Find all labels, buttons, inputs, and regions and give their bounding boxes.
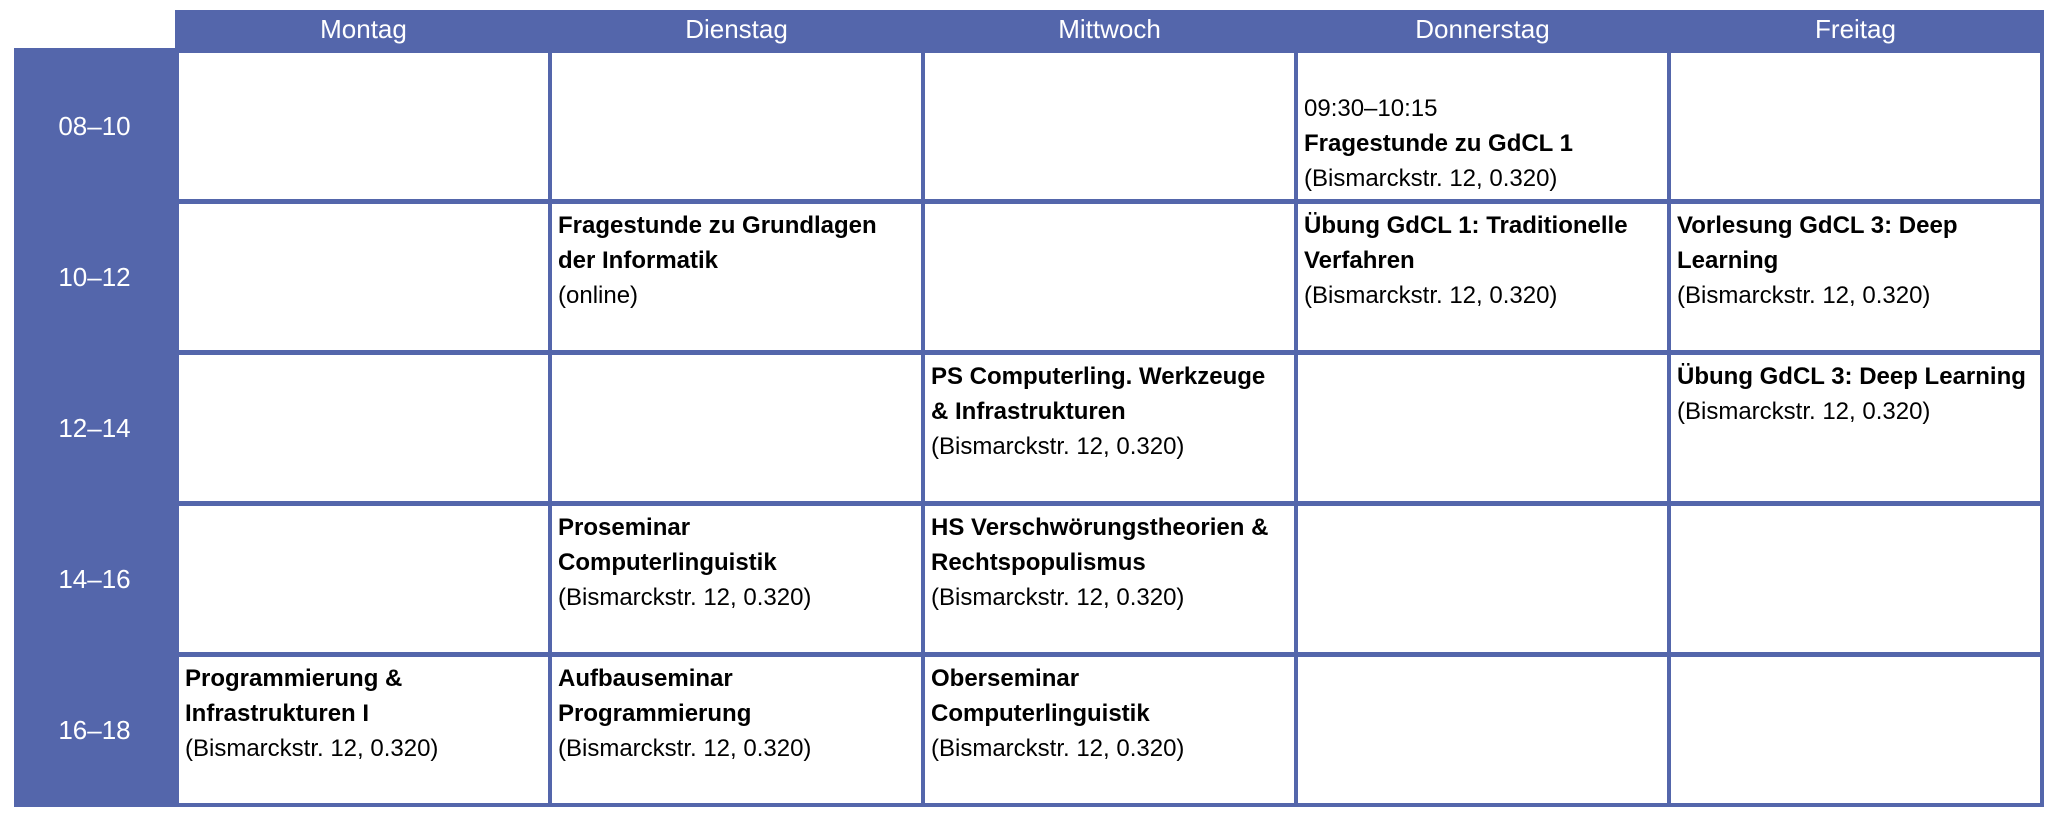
event-title: Aufbauseminar Programmierung: [558, 665, 752, 727]
event-room: (Bismarckstr. 12, 0.320): [1677, 398, 1931, 425]
corner-cell: [0, 0, 175, 48]
event-title: Fragestunde zu GdCL 1: [1304, 130, 1573, 157]
event-room: (Bismarckstr. 12, 0.320): [1304, 165, 1558, 192]
event-room: (Bismarckstr. 12, 0.320): [931, 433, 1185, 460]
schedule-cell: [1298, 204, 1667, 350]
schedule-cell: [1298, 53, 1667, 199]
event-title: Programmierung & Infrastrukturen I: [185, 665, 403, 727]
time-slot-label: 08–10: [14, 53, 175, 199]
event-room: (online): [558, 282, 639, 309]
event-title: Übung GdCL 3: Deep Learning: [1677, 363, 2026, 390]
event-room: (Bismarckstr. 12, 0.320): [185, 735, 439, 762]
event-title: PS Computerling. Werkzeuge & Infrastrukturen: [931, 363, 1266, 425]
day-header-mittwoch: Mittwoch: [1058, 13, 1161, 44]
day-header-freitag: Freitag: [1815, 13, 1896, 44]
event-title: Oberseminar Computerlinguistik: [931, 665, 1150, 727]
schedule-cell: [552, 204, 921, 350]
day-header-dienstag: Dienstag: [685, 13, 788, 44]
event-room: (Bismarckstr. 12, 0.320): [1677, 282, 1931, 309]
schedule-cell: [1671, 355, 2040, 501]
event-title: Proseminar Computerlinguistik: [558, 514, 777, 576]
schedule-cell: [552, 53, 921, 199]
schedule-cell: [1298, 355, 1667, 501]
event-title: Vorlesung GdCL 3: Deep Learning: [1677, 212, 1958, 274]
schedule-cell: [552, 355, 921, 501]
schedule-cell: [179, 355, 548, 501]
schedule-cell: [179, 657, 548, 803]
time-slot-label: 10–12: [14, 204, 175, 350]
event-title: Übung GdCL 1: Traditionelle Verfahren: [1304, 212, 1628, 274]
event-title: Fragestunde zu Grundlagen der Informatik: [558, 212, 877, 274]
schedule-cell: [179, 506, 548, 652]
event-title: HS Verschwörungstheorien & Rechtspopulismus: [931, 514, 1269, 576]
day-header-donnerstag: Donnerstag: [1415, 13, 1550, 44]
schedule-cell: [179, 53, 548, 199]
event-room: (Bismarckstr. 12, 0.320): [1304, 282, 1558, 309]
schedule-cell: [925, 506, 1294, 652]
schedule-cell: [925, 657, 1294, 803]
schedule-cell: [925, 355, 1294, 501]
day-header-montag: Montag: [320, 13, 407, 44]
schedule-cell: [1671, 506, 2040, 652]
schedule-cell: [552, 657, 921, 803]
timetable: [14, 10, 2044, 807]
schedule-cell: [1671, 53, 2040, 199]
time-slot-label: 16–18: [14, 657, 175, 803]
schedule-cell: [925, 204, 1294, 350]
event-time: 09:30–10:15: [1304, 95, 1438, 122]
event-room: (Bismarckstr. 12, 0.320): [931, 584, 1185, 611]
time-slot-label: 12–14: [14, 355, 175, 501]
schedule-cell: [1298, 506, 1667, 652]
event-room: (Bismarckstr. 12, 0.320): [931, 735, 1185, 762]
schedule-cell: [925, 53, 1294, 199]
event-room: (Bismarckstr. 12, 0.320): [558, 735, 812, 762]
schedule-cell: [1671, 657, 2040, 803]
schedule-cell: [552, 506, 921, 652]
event-room: (Bismarckstr. 12, 0.320): [558, 584, 812, 611]
schedule-cell: [179, 204, 548, 350]
time-slot-label: 14–16: [14, 506, 175, 652]
schedule-cell: [1298, 657, 1667, 803]
schedule-cell: [1671, 204, 2040, 350]
